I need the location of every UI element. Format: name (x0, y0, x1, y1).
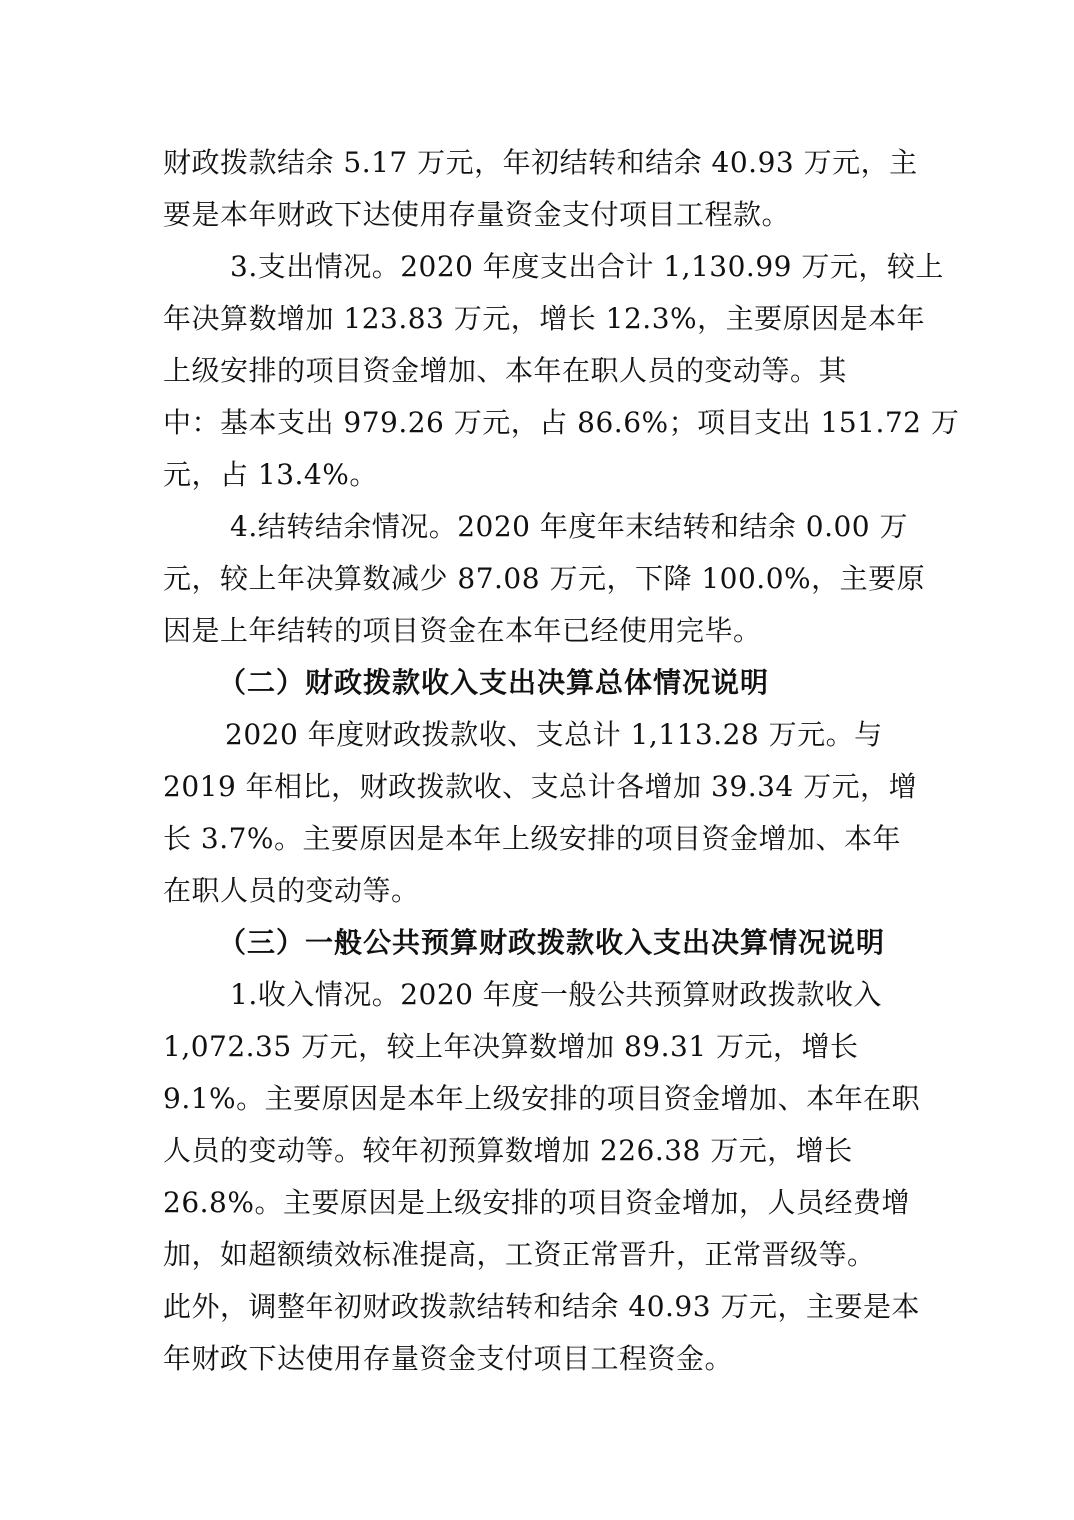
paragraph-line: 1.收入情况。2020 年度一般公共预算财政拨款收入 (230, 978, 882, 1011)
paragraph-line: 26.8%。主要原因是上级安排的项目资金增加，人员经费增 (163, 1186, 910, 1219)
paragraph-line: 元，较上年决算数减少 87.08 万元，下降 100.0%，主要原 (163, 562, 926, 595)
paragraph-line: 1,072.35 万元，较上年决算数增加 89.31 万元，增长 (163, 1030, 859, 1063)
paragraph-line: 年决算数增加 123.83 万元，增长 12.3%，主要原因是本年 (163, 302, 926, 335)
paragraph-line: 因是上年结转的项目资金在本年已经使用完毕。 (163, 614, 762, 647)
paragraph-line: 长 3.7%。主要原因是本年上级安排的项目资金增加、本年 (163, 822, 902, 855)
paragraph-line: 人员的变动等。较年初预算数增加 226.38 万元，增长 (163, 1134, 853, 1167)
paragraph-line: 2019 年相比，财政拨款收、支总计各增加 39.34 万元，增 (163, 770, 918, 803)
section-heading: （二）财政拨款收入支出决算总体情况说明 (218, 666, 770, 699)
paragraph-line: 3.支出情况。2020 年度支出合计 1,130.99 万元，较上 (230, 250, 944, 283)
paragraph-line: 9.1%。主要原因是本年上级安排的项目资金增加、本年在职 (163, 1082, 921, 1115)
paragraph-line: 年财政下达使用存量资金支付项目工程资金。 (163, 1342, 734, 1375)
paragraph-line: 财政拨款结余 5.17 万元，年初结转和结余 40.93 万元，主 (163, 146, 918, 179)
paragraph-line: 加，如超额绩效标准提高，工资正常晋升，正常晋级等。 (163, 1238, 876, 1271)
section-heading: （三）一般公共预算财政拨款收入支出决算情况说明 (218, 926, 886, 959)
paragraph-line: 要是本年财政下达使用存量资金支付项目工程款。 (163, 198, 791, 231)
paragraph-line: 上级安排的项目资金增加、本年在职人员的变动等。其 (163, 354, 848, 387)
paragraph-line: 元，占 13.4%。 (163, 458, 378, 491)
paragraph-line: 4.结转结余情况。2020 年度年末结转和结余 0.00 万 (230, 510, 909, 543)
paragraph-line: 2020 年度财政拨款收、支总计 1,113.28 万元。与 (225, 718, 883, 751)
paragraph-line: 此外，调整年初财政拨款结转和结余 40.93 万元，主要是本 (163, 1290, 920, 1323)
paragraph-line: 在职人员的变动等。 (163, 874, 420, 907)
paragraph-line: 中：基本支出 979.26 万元，占 86.6%；项目支出 151.72 万 (163, 406, 960, 439)
